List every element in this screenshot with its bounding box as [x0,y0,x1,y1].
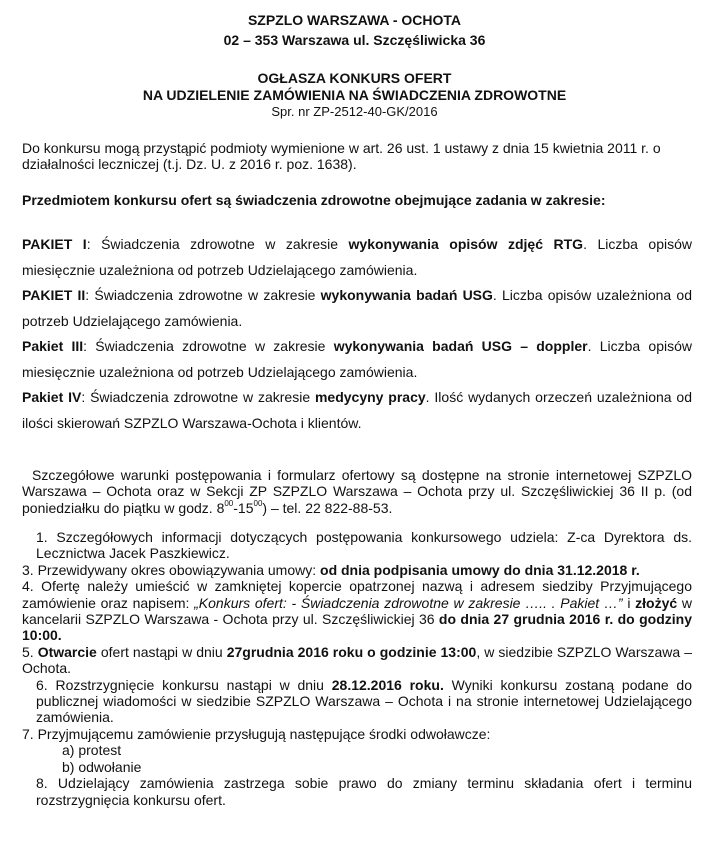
condition-item-8: 8. Udzielający zamówienia zastrzega sobie prawo do zmiany terminu składania ofert i terminu rozstrzygnięcia konkursu ofert. [36,775,692,808]
institution-name: SZPZLO WARSZAWA - OCHOTA [247,12,462,28]
condition-item-1: 1. Szczegółowych informacji dotyczących postępowania konkursowego udziela: Z-ca Dyrektora ds. Lecznictwa Jacek Paszkiewicz. [36,529,692,562]
package-item: PAKIET I: Świadczenia zdrowotne w zakresie wykonywania opisów zdjęć RTG. Liczba opisów miesięcznie uzależniona od potrzeb Udzielającego zamówienia. [22,236,692,278]
conditions-list [22,529,692,808]
package-item: Pakiet IV: Świadczenia zdrowotne w zakresie medycyny pracy. Ilość wydanych orzeczeń uzależniona od ilości skierowań SZPZLO Warszawa-Ochota i klientów. [22,389,692,431]
announcement-title: OGŁASZA KONKURS OFERT [257,70,452,86]
package-item: Pakiet III: Świadczenia zdrowotne w zakresie wykonywania badań USG – doppler. Liczba opisów miesięcznie uzależniona od potrzeb Udzielającego zamówienia. [22,338,693,380]
details-paragraph: Szczegółowe warunki postępowania i formularz ofertowy są dostępne na stronie internetowej SZPZLO Warszawa – Ochota oraz w Sekcji ZP SZPZLO Warszawa – Ochota przy ul. Szczęśliwickiej 36 II p. (od poniedziałku do piątku w godz. $8^{00}-15^{00}$) – tel. 22 822-88-53. [22,467,692,516]
condition-item-3: 3. Przewidywany okres obowiązywania umowy: od dnia podpisania umowy do dnia 31.12.2018 r. [22,561,640,578]
remedy-protest: a) protest [62,742,122,759]
institution-address: 02 – 353 Warszawa ul. Szczęśliwicka 36 [223,32,486,48]
subject-heading: Przedmiotem konkursu ofert są świadczenia zdrowotne obejmujące zadania w zakresie: [22,192,606,208]
package-item: PAKIET II: Świadczenia zdrowotne w zakresie wykonywania badań USG. Liczba opisów uzależniona od potrzeb Udzielającego zamówienia. [22,287,692,329]
intro-paragraph: Do konkursu mogą przystąpić podmioty wymienione w art. 26 ust. 1 ustawy z dnia 15 kwietnia 2011 r. o działalności leczniczej (t.j. Dz. U. z 2016 r. poz. 1638). [22,140,661,173]
packages-list [22,232,692,436]
condition-item-7: 7. Przyjmującemu zamówienie przysługują następujące środki odwoławcze: [22,725,491,742]
case-reference: Spr. nr ZP-2512-40-GK/2016 [271,104,438,119]
remedy-appeal: b) odwołanie [62,758,142,775]
announcement-subtitle: NA UDZIELENIE ZAMÓWIENIA NA ŚWIADCZENIA ZDROWOTNE [142,87,567,103]
condition-item-5: 5. Otwarcie ofert nastąpi w dniu 27grudnia 2016 roku o godzinie 13:00, w siedzibie SZPZLO Warszawa – Ochota. [22,643,692,677]
condition-item-6: 6. Rozstrzygnięcie konkursu nastąpi w dniu 28.12.2016 roku. Wyniki konkursu zostaną podane do publicznej wiadomości w siedzibie SZPZLO Warszawa – Ochota i na stronie internetowej Udzielającego zamówienia. [36,676,693,726]
condition-item-4: 4. Ofertę należy umieścić w zamkniętej kopercie opatrzonej nazwą i adresem siedziby Przyjmującego zamówienie oraz napisem: „Konkurs ofert: - Świadczenia zdrowotne w zakresie ….. . Pakiet …” i złożyć w kancelarii SZPZLO Warszawa - Ochota przy ul. Szczęśliwickiej 36 do dnia 27 grudnia 2016 r. do godziny 10:00. [22,578,693,644]
